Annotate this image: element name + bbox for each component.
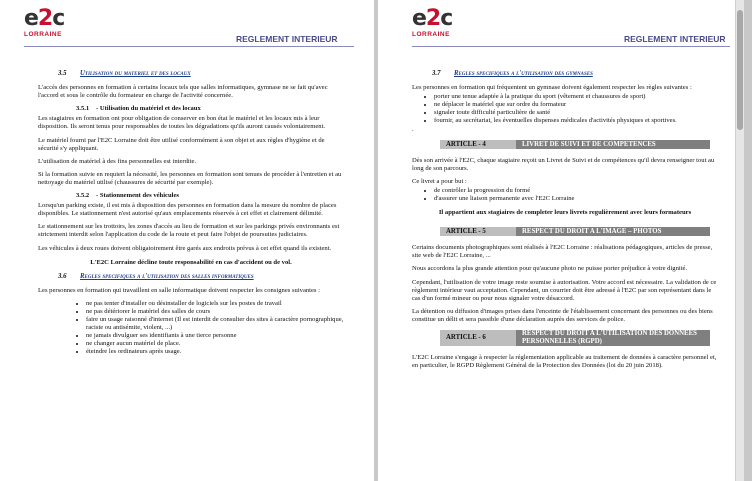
header-title: REGLEMENT INTERIEUR — [236, 34, 338, 44]
list-item: • ne pas détériorer le matériel des salles de cours — [86, 308, 344, 316]
bullet-list — [38, 300, 344, 357]
header-title: REGLEMENT INTERIEUR — [624, 34, 726, 44]
paragraph: Lorsqu'un parking existe, il est mis à disposition des personnes en formation dans la mesure du nombre de places disponibles. Le stationnement n'est autorisé qu'aux emplacements réservés à cet effet et clairement délimité. — [38, 202, 337, 218]
header-rule — [412, 46, 730, 47]
subsection-heading: 3.5.1 - Utilisation du matériel et des locaux — [76, 105, 201, 113]
vertical-scrollbar[interactable] — [735, 0, 744, 481]
paragraph: Les stagiaires en formation ont pour obligation de conserver en bon état le matériel et les locaux mis à leur disposition. Ils seront tenus pour responsables de toutes les dégradations qu'ils auront causés volontairement. — [38, 115, 326, 131]
paragraph: Les personnes en formation qui travaillent en salle informatique doivent respecter les consignes suivantes : — [38, 286, 320, 294]
article-5-bar: ARTICLE - 5 RESPECT DU DROIT A L'IMAGE – PHOTOS — [440, 227, 710, 236]
article-6-bar: ARTICLE - 6 RESPECT DU DROIT A L'UTILISATION DES DONNEES PERSONNELLES (RGPD) — [440, 330, 710, 346]
page-right — [378, 0, 744, 481]
e2c-logo: e2c LORRAINE — [412, 6, 453, 38]
scroll-thumb[interactable] — [737, 10, 743, 130]
e2c-logo: e2c LORRAINE — [24, 6, 65, 38]
list-item: • de contrôler la progression du formé — [434, 187, 718, 195]
paragraph: Les personnes en formation qui fréquentent un gymnase doivent également respecter les règles suivantes : — [412, 84, 692, 92]
article-4-bar: ARTICLE - 4 LIVRET DE SUIVI ET DE COMPETENCES — [440, 140, 710, 149]
bullet-list — [412, 187, 718, 203]
header-rule — [24, 46, 354, 47]
paragraph: L'accès des personnes en formation à certains locaux tels que salles informatiques, gymnase ne se fait qu'avec l'accord et sous le contrôle du formateur en charge de l'activité concernée. — [38, 84, 328, 100]
section-heading: 3.5 Utilisation du materiel et des locaux — [58, 70, 191, 77]
paragraph: Certains documents photographiques sont réalisés à l'E2C Lorraine : réalisations pédagogiques, articles de presse, site web de l'E2C Lorraine, ... — [412, 244, 713, 260]
notice: L'E2C Lorraine décline toute responsabilité en cas d'accident ou de vol. — [90, 258, 292, 266]
list-item: • signaler toute difficulté particulière de santé — [434, 109, 718, 117]
list-item: • ne changer aucun matériel de place. — [86, 340, 344, 348]
paragraph: L'E2C Lorraine s'engage à respecter la réglementation applicable au traitement de données à caractère personnel et, en particulier, le RGPD Règlement Général de la Protection des Données (loi du 20 juin 2018). — [412, 353, 717, 370]
paragraph: Le matériel fourni par l'E2C Lorraine doit être utilisé conformément à son objet et aux règles d'hygiène et de sécurité s'y appliquant. — [38, 136, 325, 152]
list-item: • d'assurer une liaison permanente avec l'E2C Lorraine — [434, 195, 718, 203]
paragraph: Dès son arrivée à l'E2C, chaque stagiaire reçoit un Livret de Suivi et de compétences qu'il devra renseigner tout au long de son parcours. — [412, 156, 715, 172]
page-header — [378, 0, 744, 52]
paragraph: Nous accordons la plus grande attention pour qu'aucune photo ne puisse porter préjudice à votre dignité. — [412, 265, 688, 273]
paragraph: Si la formation suivie en requiert la nécessité, les personnes en formation sont tenues de procéder à l'entretien et au nettoyage du matériel utilisé (chaussures de sécurité par exemple). — [38, 170, 342, 186]
paragraph: Le stationnement sur les trottoirs, les zones d'accès au lieu de formation et sur les parkings privés environnants est strictement interdit selon l'application du code de la route et peut faire l'objet de poursuites judiciaires. — [38, 223, 340, 239]
right-content — [412, 64, 718, 375]
page-header — [0, 0, 374, 52]
list-item: • faire un usage raisonné d'internet (Il est interdit de consulter des sites à caractère pornographique, raciste ou antisémite, violent, ...) — [86, 316, 344, 332]
paragraph: Les véhicules à deux roues doivent obligatoirement être garés aux endroits prévus à cet effet quand ils existent. — [38, 244, 332, 252]
list-item: • ne déplacer le matériel que sur ordre du formateur — [434, 101, 718, 109]
subsection-heading: 3.5.2 - Stationnement des véhicules — [76, 192, 179, 200]
list-item: • porter une tenue adaptée à la pratique du sport (vêtement et chaussures de sport) — [434, 93, 718, 101]
list-item: • éteindre les ordinateurs après usage. — [86, 348, 344, 356]
list-item: • fournir, au secrétariat, les éventuelles dispenses médicales d'activités physiques et sportives. — [434, 117, 718, 125]
left-content — [38, 64, 344, 361]
paragraph: Cependant, l'utilisation de votre image reste soumise à autorisation. Votre accord est nécessaire. La validation de ce règlement intérieur vaut acceptation. Cependant, un courrier doit être adressé à l'E2C par son représentant dans le cas d'un formé mineur ou pour nous signaler votre désaccord. — [412, 278, 717, 302]
paragraph: . — [412, 125, 414, 133]
page-left — [0, 0, 374, 481]
paragraph: La détention ou diffusion d'images prises dans l'enceinte de l'établissement concernant des personnes ou des biens constitue un délit et sera passible d'une déclaration auprès des services de police. — [412, 307, 713, 323]
list-item: • ne jamais divulguer ses identifiants à une tierce personne — [86, 332, 344, 340]
section-heading: 3.7 Regles specifiques a l'utilisation des gymnases — [432, 70, 593, 77]
list-item: • ne pas tenter d'installer ou désinstaller de logiciels sur les postes de travail — [86, 300, 344, 308]
paragraph: L'utilisation de matériel à des fins personnelles est interdite. — [38, 157, 197, 165]
section-heading: 3.6 Regles specifiques a l'utilisation des salles informatiques — [58, 272, 254, 280]
notice: Il appartient aux stagiaires de completer leurs livrets regulièrement avec leurs formateurs — [438, 209, 692, 217]
paragraph: Ce livret a pour but : — [412, 177, 467, 185]
bullet-list — [412, 93, 718, 125]
